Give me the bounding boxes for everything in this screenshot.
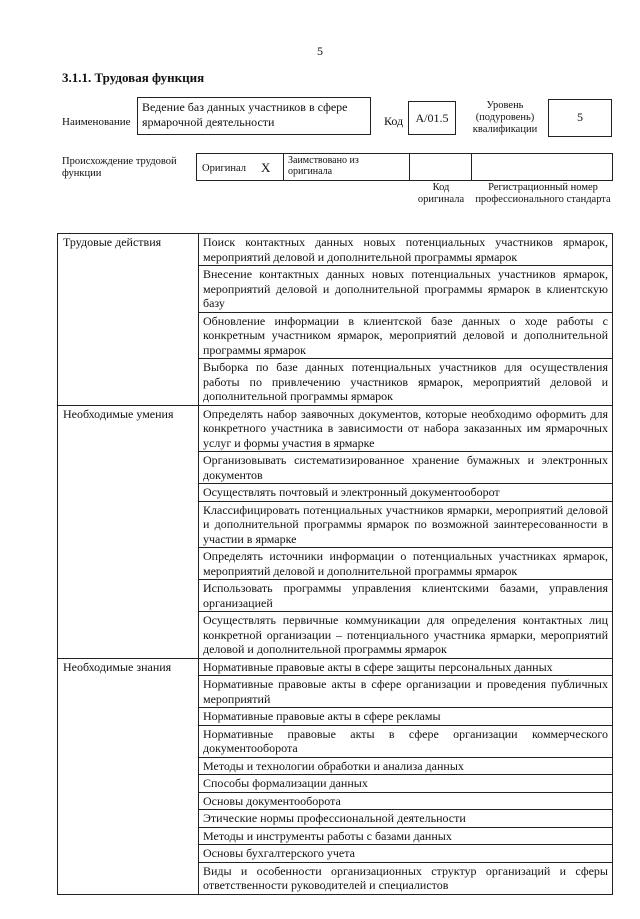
section-title: Необходимые знания: [58, 658, 199, 894]
section-item: Нормативные правовые акты в сфере защиты персональных данных: [199, 658, 613, 676]
section-item: Нормативные правовые акты в сфере организации и проведения публичных мероприятий: [199, 676, 613, 708]
table-row: [58, 658, 613, 676]
page-number: 5: [317, 44, 323, 58]
function-table: [57, 233, 613, 895]
section-item: Выборка по базе данных потенциальных участников для осуществления работы по привлечению участников ярмарок, мероприятий деловой и дополнительной программы ярмарок: [199, 359, 613, 406]
origin-label: Происхождение трудовой функции: [62, 156, 177, 179]
section-item: Виды и особенности организационных структур организаций и сферы ответственности руководителей и специалистов: [199, 862, 613, 894]
section-item: Определять источники информации о потенциальных участниках ярмарок, мероприятий деловой и дополнительной программы ярмарок: [199, 548, 613, 580]
reg-number-label: Регистрационный номер профессионального стандарта: [475, 182, 611, 205]
section-item: Внесение контактных данных новых потенциальных участников ярмарок, мероприятий деловой и дополнительной программы ярмарок в клиентскую базу: [199, 266, 613, 313]
section-title: Необходимые умения: [58, 405, 199, 658]
section-heading: 3.1.1. Трудовая функция: [62, 70, 205, 85]
table-row: [58, 234, 613, 266]
code-label: Код: [384, 114, 404, 128]
borrowed-label: Заимствовано из оригинала: [288, 155, 359, 177]
section-item: Обновление информации в клиентской базе данных о ходе работы с конкретным участником ярмарок, мероприятий деловой и дополнительной программы ярмарок: [199, 312, 613, 359]
section-item: Нормативные правовые акты в сфере рекламы: [199, 708, 613, 726]
original-box: [196, 153, 284, 181]
section-item: Основы документооборота: [199, 792, 613, 810]
level-label: Уровень (подуровень) квалификации: [472, 100, 538, 135]
code-original-label: Код оригинала: [417, 182, 465, 205]
section-item: Классифицировать потенциальных участников ярмарки, мероприятий деловой и дополнительной программы ярмарок по возможной заинтересованности в участии в ярмарке: [199, 501, 613, 548]
code-box: [408, 101, 456, 135]
section-item: Осуществлять почтовый и электронный документооборот: [199, 484, 613, 502]
reg-number-box: [471, 153, 613, 181]
original-mark: X: [261, 160, 271, 175]
section-item: Использовать программы управления клиентскими базами, управления организацией: [199, 580, 613, 612]
name-value: Ведение баз данных участников в сфере ярмарочной деятельности: [142, 100, 348, 129]
section-item: Методы и инструменты работы с базами данных: [199, 827, 613, 845]
name-box: [137, 97, 371, 135]
section-title: Трудовые действия: [58, 234, 199, 406]
section-item: Основы бухгалтерского учета: [199, 845, 613, 863]
section-item: Методы и технологии обработки и анализа данных: [199, 757, 613, 775]
borrowed-box: [283, 153, 410, 181]
section-item: Организовывать систематизированное хранение бумажных и электронных документов: [199, 452, 613, 484]
section-item: Определять набор заявочных документов, которые необходимо оформить для конкретного участника в зависимости от набора заказанных им ярмарочных услуг и формы участия в ярмарке: [199, 405, 613, 452]
name-label: Наименование: [62, 116, 131, 128]
code-value: A/01.5: [415, 111, 449, 125]
section-item: Осуществлять первичные коммуникации для определения контактных лиц конкретной организации – потенциального участника ярмарки, мероприятий деловой и дополнительной программы ярмарок: [199, 612, 613, 659]
code-original-box: [409, 153, 472, 181]
section-item: Способы формализации данных: [199, 775, 613, 793]
original-label: Оригинал: [202, 163, 246, 174]
section-item: Этические нормы профессиональной деятельности: [199, 810, 613, 828]
level-value: 5: [577, 110, 583, 124]
table-row: [58, 405, 613, 452]
level-box: [548, 99, 612, 137]
section-item: Поиск контактных данных новых потенциальных участников ярмарок, мероприятий деловой и дополнительной программы ярмарок: [199, 234, 613, 266]
section-item: Нормативные правовые акты в сфере организации коммерческого документооборота: [199, 725, 613, 757]
